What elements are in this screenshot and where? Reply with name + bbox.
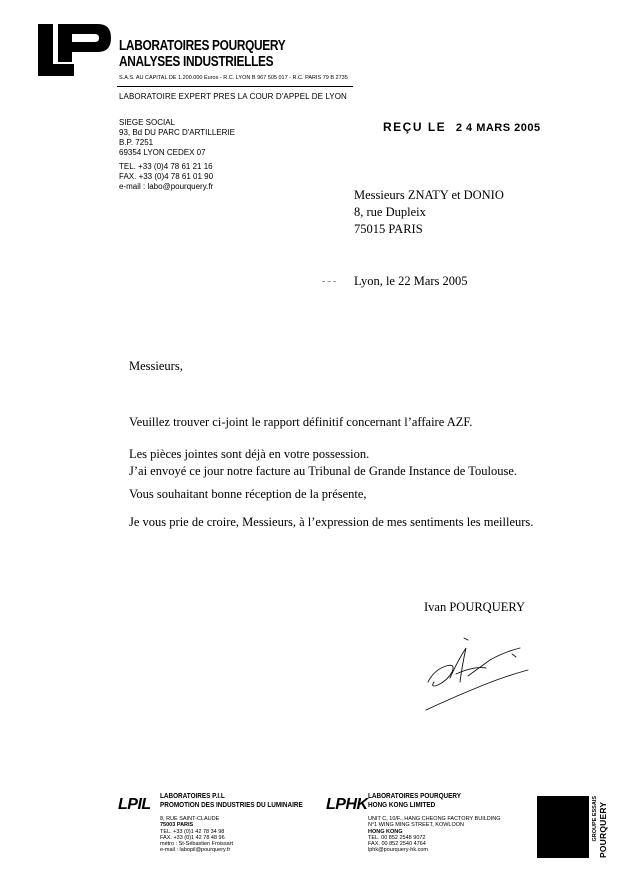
pil-metro: métro : St-Sébastien Froissart bbox=[160, 841, 234, 848]
office-tel: TEL. +33 (0)4 78 61 21 16 bbox=[119, 162, 213, 171]
letter-line: J’ai envoyé ce jour notre facture au Tribunal de Grande Instance de Toulouse. bbox=[129, 464, 518, 478]
received-stamp-text: REÇU LE bbox=[383, 120, 447, 134]
recipient-city: 75015 PARIS bbox=[354, 222, 423, 236]
pil-email: e-mail : labopil@pourquery.fr bbox=[160, 847, 231, 854]
expert-line: LABORATOIRE EXPERT PRES LA COUR D'APPEL DE LYON bbox=[119, 92, 347, 101]
received-stamp bbox=[383, 120, 541, 134]
received-stamp-date: 2 4 MARS 2005 bbox=[455, 122, 541, 134]
letter-paragraph: Vous souhaitant bonne réception de la présente, bbox=[129, 487, 367, 501]
phk-company-title bbox=[368, 792, 461, 809]
pil-title-line: PROMOTION DES INDUSTRIES DU LUMINAIRE bbox=[160, 799, 303, 809]
letter-paragraph: Veuillez trouver ci-joint le rapport définitif concernant l’affaire AZF. bbox=[129, 415, 473, 429]
recipient-name: Messieurs ZNATY et DONIO bbox=[354, 188, 504, 202]
phk-address-line: UNIT C, 10/F., HANG CHEONG FACTORY BUILDING bbox=[368, 816, 501, 822]
group-label-line: GROUPE ESSAIS bbox=[592, 796, 598, 842]
group-label-line: POURQUERY bbox=[598, 801, 608, 858]
office-address-line: 93, Bd DU PARC D'ARTILLERIE bbox=[119, 128, 235, 137]
sender-name: Ivan POURQUERY bbox=[424, 600, 526, 614]
office-address-line: 69354 LYON CEDEX 07 bbox=[119, 148, 206, 157]
legal-info: S.A.S. AU CAPITAL DE 1.200.000 Euros - R.C. LYON B 967 505 017 - R.C. PARIS 79 B 2735 bbox=[119, 75, 348, 81]
letter-paragraph bbox=[129, 446, 517, 480]
fold-mark bbox=[322, 281, 336, 282]
lp-logo bbox=[38, 22, 113, 80]
company-subtitle: ANALYSES INDUSTRIELLES bbox=[119, 54, 274, 70]
salutation: Messieurs, bbox=[129, 359, 183, 373]
letter-date: Lyon, le 22 Mars 2005 bbox=[354, 274, 468, 288]
pil-logo: LPIL bbox=[118, 796, 151, 813]
pil-company-title bbox=[160, 792, 303, 809]
phk-address-line: HONG KONG bbox=[368, 828, 403, 835]
office-label: SIEGE SOCIAL bbox=[119, 118, 176, 127]
phk-title-line: LABORATOIRES POURQUERY bbox=[368, 791, 462, 800]
pil-title-line: LABORATOIRES P.I.L bbox=[160, 791, 225, 800]
phk-address bbox=[368, 816, 501, 854]
header-divider bbox=[117, 86, 353, 87]
letter-line: Les pièces jointes sont déjà en votre possession. bbox=[129, 447, 370, 461]
phk-address-line: N°1 WING MING STREET, KOWLOON bbox=[368, 822, 465, 829]
company-name: LABORATOIRES POURQUERY bbox=[119, 38, 286, 54]
office-email: e-mail : labo@pourquery.fr bbox=[119, 182, 214, 191]
group-logo-block bbox=[537, 796, 589, 858]
group-label bbox=[591, 796, 611, 858]
phk-title-line: HONG KONG LIMITED bbox=[368, 799, 436, 809]
pil-address-line: 8, RUE SAINT-CLAUDE bbox=[160, 816, 220, 822]
recipient-street: 8, rue Dupleix bbox=[354, 205, 426, 219]
handwritten-signature bbox=[416, 630, 546, 725]
phk-tel: TEL. 00 852 2548 9072 bbox=[368, 834, 426, 841]
phk-fax: FAX. 00 852 2540 4764 bbox=[368, 841, 426, 848]
letter-closing: Je vous prie de croire, Messieurs, à l’expression de mes sentiments les meilleurs. bbox=[129, 515, 534, 529]
office-address-block bbox=[119, 118, 235, 192]
pil-address-line: 75003 PARIS bbox=[160, 822, 194, 829]
phk-logo: LPHK bbox=[326, 796, 368, 813]
office-fax: FAX. +33 (0)4 78 61 01 90 bbox=[119, 172, 214, 181]
office-address-line: B.P. 7251 bbox=[119, 138, 154, 147]
recipient-address bbox=[354, 187, 504, 238]
phk-email: lphk@pourquery-hk.com bbox=[368, 847, 428, 854]
pil-tel: TEL. +33 (0)1 42 78 34 98 bbox=[160, 828, 225, 835]
pil-address bbox=[160, 816, 233, 854]
pil-fax: FAX. +33 (0)1 42 78 48 96 bbox=[160, 834, 225, 841]
